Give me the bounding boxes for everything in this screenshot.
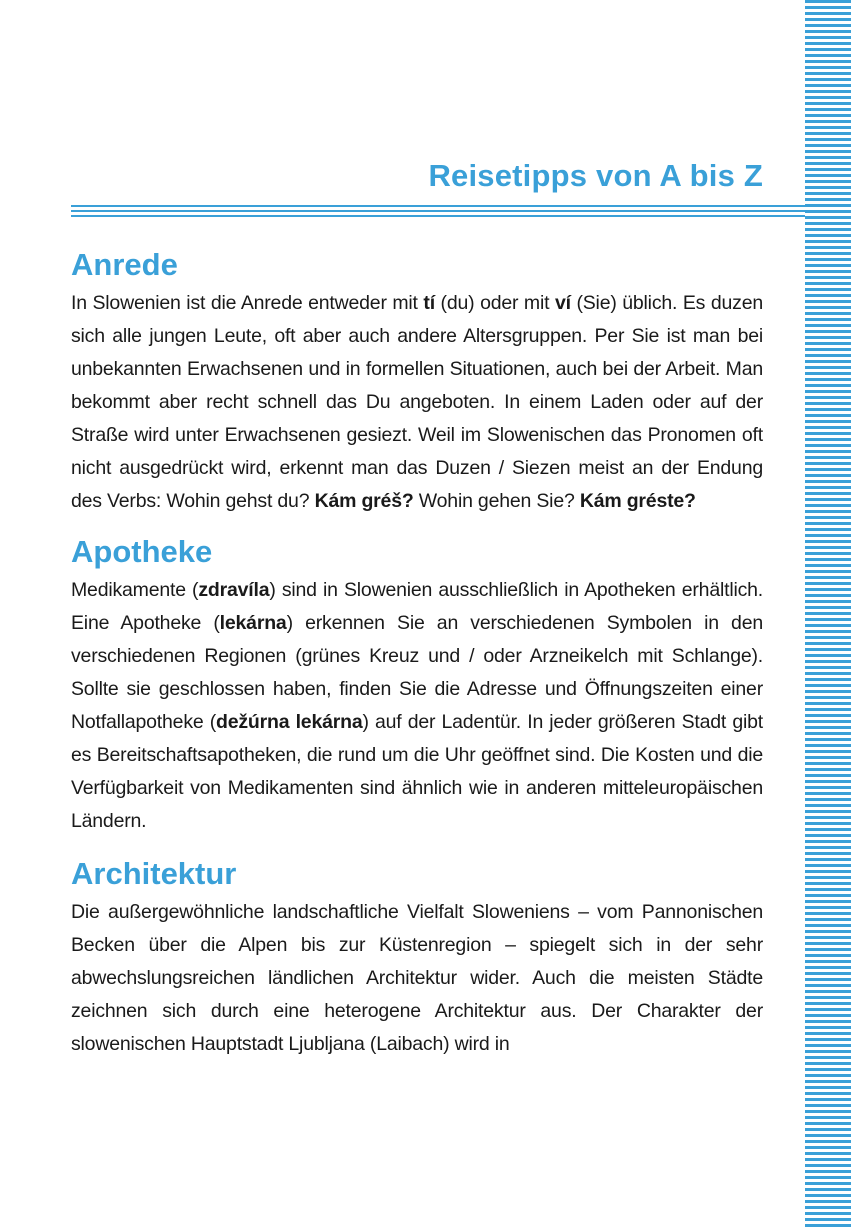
body-text: (du) oder mit	[434, 292, 555, 314]
section-apotheke	[71, 530, 763, 838]
term-bold: dežúrna lekárna	[216, 711, 363, 733]
term-bold: zdravíla	[198, 579, 270, 601]
decorative-stripe-bar	[805, 0, 851, 1229]
body-text: Die außergewöhnliche landschaftliche Vielfalt Sloweniens – vom Pannonischen Becken über die Alpen bis zur Küstenregion – spiegelt sich in der sehr abwechslungsreichen ländlichen Architektur wider. Auch die meisten Städte zeichnen sich durch eine heterogene Architektur aus. Der Charakter der slowenischen Hauptstadt Ljubljana (Laibach) wird in	[71, 901, 763, 1055]
title-divider	[71, 205, 805, 217]
body-text: ) erkennen Sie an verschiedenen Symbolen in den verschiedenen Regionen (grünes Kreuz und / oder Arzneikelch mit Schlange). Sollte sie geschlossen haben, finden Sie die Adresse und Öffnungszeiten einer Notfallapotheke (	[71, 612, 763, 733]
term-bold: lekárna	[219, 612, 287, 634]
body-text: ) sind in Slowenien ausschließlich in Apotheken erhältlich. Eine Apotheke (	[71, 579, 763, 634]
term-bold: ví	[554, 292, 571, 314]
section-anrede	[71, 243, 763, 518]
term-bold: Kám gréste?	[579, 490, 696, 512]
page-title: Reisetipps von A bis Z	[428, 158, 763, 193]
main-content	[71, 243, 763, 1061]
section-body	[71, 574, 763, 838]
body-text: ) auf der Ladentür. In jeder größeren Stadt gibt es Bereitschaftsapotheken, die rund um die Uhr geöffnet sind. Die Kosten und die Verfügbarkeit von Medikamenten sind ähnlich wie in anderen mitteleuropäischen Ländern.	[71, 711, 763, 832]
section-heading: Anrede	[71, 247, 178, 282]
body-text: (Sie) üblich. Es duzen sich alle jungen Leute, oft aber auch andere Altersgruppen. Per Sie ist man bei unbekannten Erwachsenen und in formellen Situationen, auch bei der Arbeit. Man bekommt aber recht schnell das Du angeboten. In einem Laden oder auf der Straße wird unter Erwachsenen gesiezt. Weil im Slowenischen das Pronomen oft nicht ausgedrückt wird, erkennt man das Duzen / Siezen meist an der Endung des Verbs: Wohin gehst du?	[71, 292, 763, 512]
term-bold: tí	[423, 292, 435, 314]
section-body	[71, 287, 763, 518]
body-text: Wohin gehen Sie?	[413, 490, 580, 512]
term-bold: Kám gréš?	[314, 490, 414, 512]
section-architektur	[71, 852, 763, 1061]
section-body	[71, 896, 763, 1061]
section-heading: Apotheke	[71, 534, 213, 569]
body-text: In Slowenien ist die Anrede entweder mit	[71, 292, 424, 314]
section-heading: Architektur	[71, 856, 237, 891]
body-text: Medikamente (	[71, 579, 199, 601]
